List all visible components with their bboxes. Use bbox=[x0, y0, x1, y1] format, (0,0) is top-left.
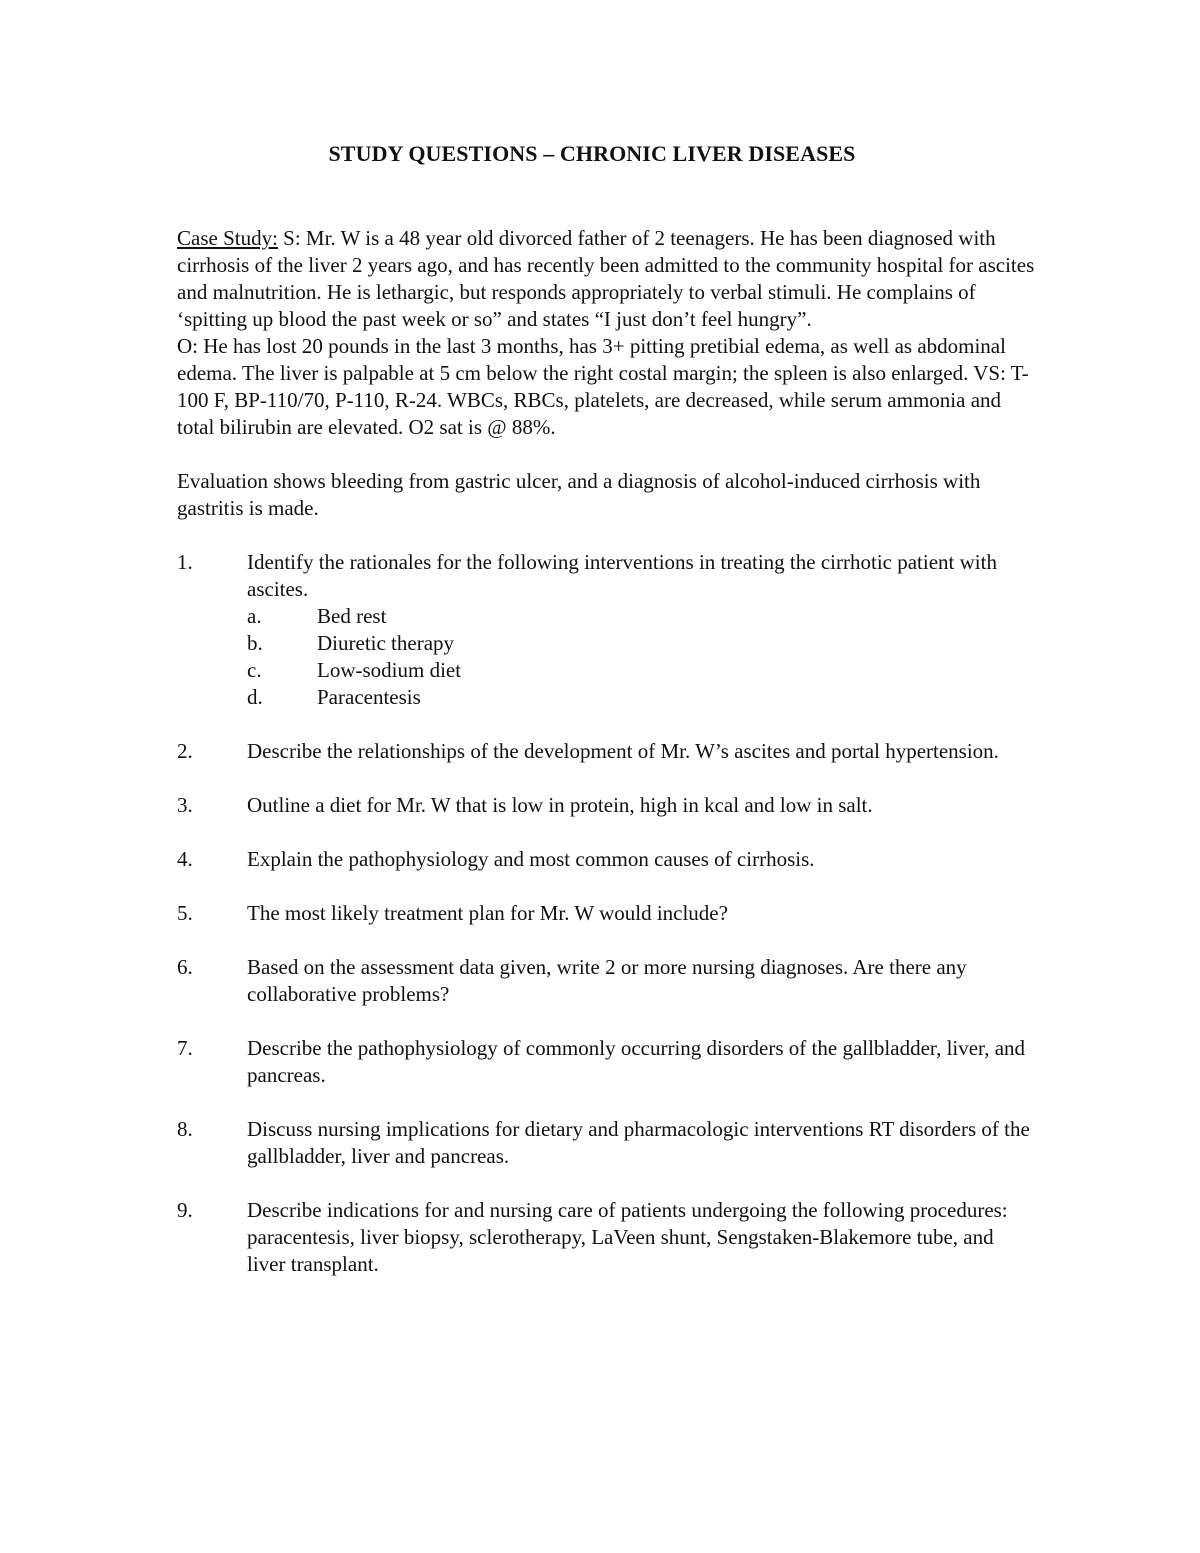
sub-item-text: Low-sodium diet bbox=[317, 658, 462, 682]
question-item bbox=[177, 792, 1037, 819]
case-study-subjective-text: S: Mr. W is a 48 year old divorced father of 2 teenagers. He has been diagnosed with cirrhosis of the liver 2 years ago, and has recently been admitted to the community hospital for ascites and malnutrition. He is lethargic, but responds appropriately to verbal stimuli. He complains of ‘spitting up blood the past week or so” and states “I just don’t feel hungry”. bbox=[177, 226, 1035, 331]
question-number: 6. bbox=[177, 955, 193, 979]
question-number: 3. bbox=[177, 793, 193, 817]
case-study-label: Case Study: bbox=[177, 226, 278, 250]
question-number: 2. bbox=[177, 739, 193, 763]
sub-item bbox=[247, 630, 1037, 657]
case-study-evaluation: Evaluation shows bleeding from gastric ulcer, and a diagnosis of alcohol-induced cirrhosis with gastritis is made. bbox=[177, 469, 981, 520]
question-text: Outline a diet for Mr. W that is low in protein, high in kcal and low in salt. bbox=[247, 793, 873, 817]
question-item bbox=[177, 846, 1037, 873]
question-item bbox=[177, 1197, 1037, 1278]
question-text: Based on the assessment data given, write 2 or more nursing diagnoses. Are there any collaborative problems? bbox=[247, 955, 967, 1006]
question-item bbox=[177, 900, 1037, 927]
spacer bbox=[177, 441, 1037, 468]
case-study-subjective bbox=[177, 225, 1037, 333]
question-number: 9. bbox=[177, 1198, 193, 1222]
question-number: 5. bbox=[177, 901, 193, 925]
sub-item-text: Paracentesis bbox=[317, 685, 421, 709]
question-text: Explain the pathophysiology and most common causes of cirrhosis. bbox=[247, 847, 815, 871]
question-item bbox=[177, 738, 1037, 765]
sub-item bbox=[247, 657, 1037, 684]
question-text: Discuss nursing implications for dietary and pharmacologic interventions RT disorders of the gallbladder, liver and pancreas. bbox=[247, 1117, 1030, 1168]
case-study-section bbox=[177, 225, 1037, 549]
question-number: 1. bbox=[177, 550, 193, 574]
sub-item bbox=[247, 603, 1037, 630]
question-text: Describe the relationships of the development of Mr. W’s ascites and portal hypertension. bbox=[247, 739, 999, 763]
question-item bbox=[177, 549, 1037, 711]
question-item bbox=[177, 1035, 1037, 1089]
document-page bbox=[177, 140, 1037, 1305]
case-study-objective: O: He has lost 20 pounds in the last 3 months, has 3+ pitting pretibial edema, as well as abdominal edema. The liver is palpable at 5 cm below the right costal margin; the spleen is also enlarged. VS: T-100 F, BP-110/70, P-110, R-24. WBCs, RBCs, platelets, are decreased, while serum ammonia and total bilirubin are elevated. O2 sat is @ 88%. bbox=[177, 334, 1029, 439]
document-title: STUDY QUESTIONS – CHRONIC LIVER DISEASES bbox=[328, 141, 856, 166]
question-number: 4. bbox=[177, 847, 193, 871]
question-list bbox=[177, 549, 1037, 1278]
sub-item-text: Diuretic therapy bbox=[317, 631, 455, 655]
sub-item-letter: c. bbox=[247, 658, 262, 682]
question-number: 7. bbox=[177, 1036, 193, 1060]
spacer bbox=[177, 522, 1037, 549]
question-item bbox=[177, 954, 1037, 1008]
question-text: Describe indications for and nursing care of patients undergoing the following procedures: paracentesis, liver biopsy, sclerotherapy, LaVeen shunt, Sengstaken-Blakemore tube, and liver transplant. bbox=[247, 1198, 1008, 1276]
sub-item-letter: b. bbox=[247, 631, 263, 655]
question-item bbox=[177, 1116, 1037, 1170]
question-text: The most likely treatment plan for Mr. W would include? bbox=[247, 901, 728, 925]
sub-item-letter: d. bbox=[247, 685, 263, 709]
question-number: 8. bbox=[177, 1117, 193, 1141]
sub-item-text: Bed rest bbox=[317, 604, 387, 628]
sub-item bbox=[247, 684, 1037, 711]
sub-item-letter: a. bbox=[247, 604, 262, 628]
question-text: Describe the pathophysiology of commonly occurring disorders of the gallbladder, liver, and pancreas. bbox=[247, 1036, 1026, 1087]
question-body bbox=[247, 549, 1037, 711]
question-text: Identify the rationales for the following interventions in treating the cirrhotic patient with ascites. bbox=[247, 550, 997, 601]
